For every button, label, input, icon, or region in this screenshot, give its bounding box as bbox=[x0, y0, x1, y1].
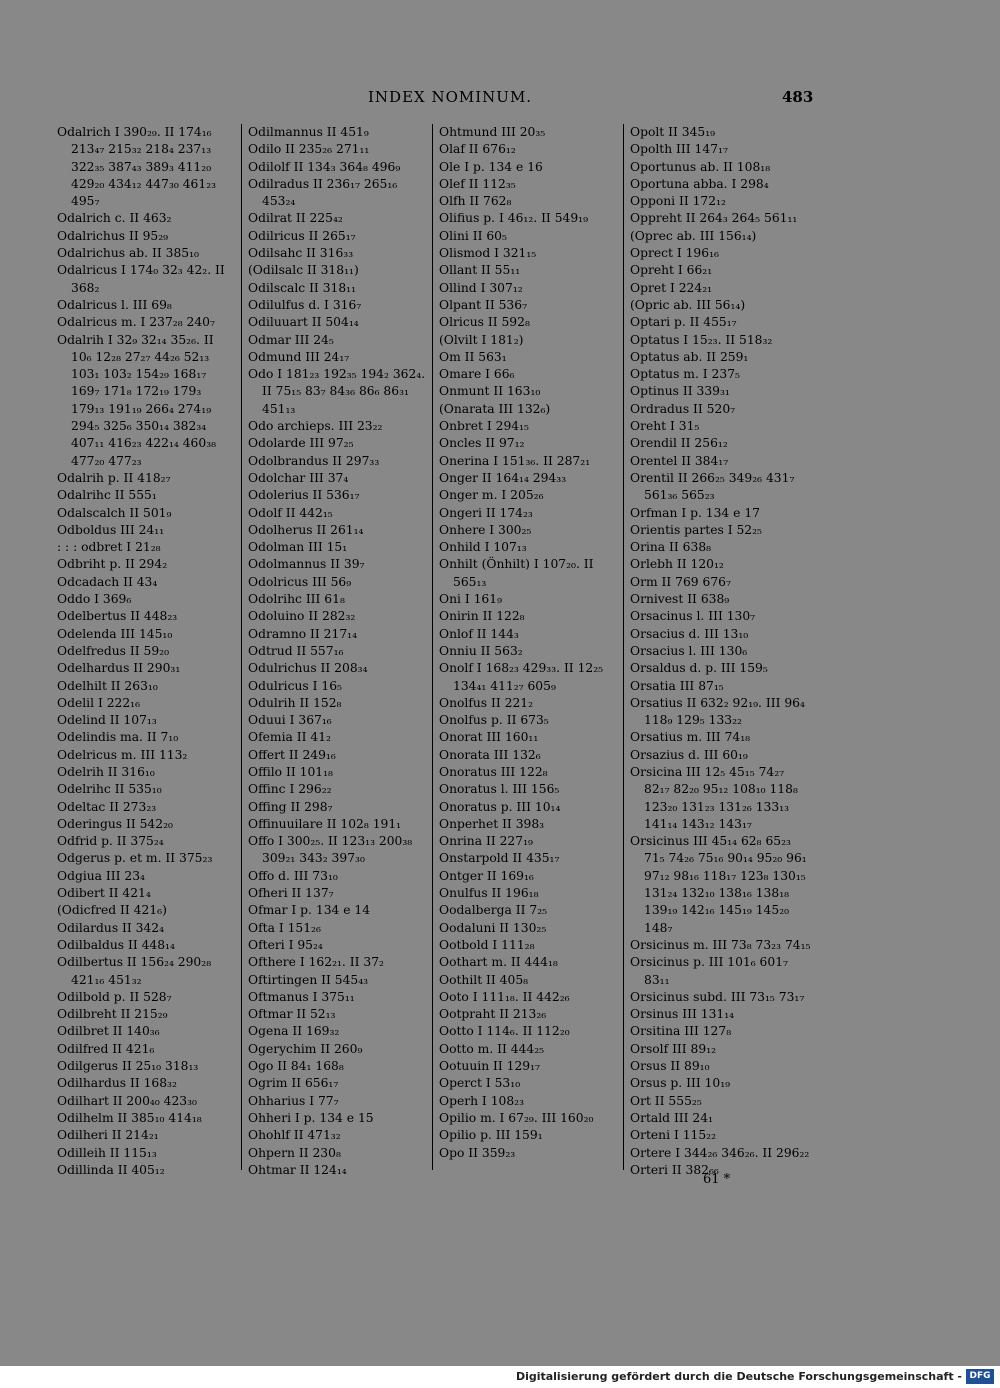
index-entry: Odilulfus d. I 316₇ bbox=[248, 297, 362, 312]
index-entry: Olpant II 536₇ bbox=[439, 297, 528, 312]
index-entry: Orsinus III 131₁₄ bbox=[630, 1007, 735, 1022]
index-entry: Opilio m. I 67₂₉. III 160₂₀ bbox=[439, 1110, 594, 1125]
page-header bbox=[0, 88, 1000, 110]
index-entry: Oderingus II 542₂₀ bbox=[57, 816, 173, 831]
index-entry: Odilheri II 214₂₁ bbox=[57, 1128, 159, 1143]
index-entry: Odilbold p. II 528₇ bbox=[57, 989, 172, 1004]
index-entry: Odramno II 217₁₄ bbox=[248, 626, 358, 641]
index-entry: Ogrim II 656₁₇ bbox=[248, 1076, 339, 1091]
index-entry: Odilmannus II 451₉ bbox=[248, 125, 369, 139]
index-entry: Odboldus III 24₁₁ bbox=[57, 522, 165, 537]
index-entry: Ohpern II 230₈ bbox=[248, 1145, 341, 1160]
index-entry: Onhilt (Önhilt) I 107₂₀. II 565₁₃ bbox=[439, 557, 594, 589]
index-entry: Orsicinus p. III 101₆ 601₇ 83₁₁ bbox=[630, 955, 788, 987]
index-entry: Odilhelm II 385₁₀ 414₁₈ bbox=[57, 1110, 202, 1125]
index-entry: Ongeri II 174₂₃ bbox=[439, 505, 533, 520]
index-entry: Optinus II 339₃₁ bbox=[630, 384, 730, 399]
index-entry: Odalricus m. I 237₂₈ 240₇ bbox=[57, 315, 215, 330]
index-entry: Oprect I 196₁₆ bbox=[630, 246, 719, 261]
index-entry: Orsicinus subd. III 73₁₅ 73₁₇ bbox=[630, 989, 805, 1004]
index-entry: Opolth III 147₁₇ bbox=[630, 142, 728, 157]
index-entry: Ollind I 307₁₂ bbox=[439, 280, 523, 295]
index-entry: Ootuuin II 129₁₇ bbox=[439, 1059, 540, 1074]
index-entry: Orsicina III 12₅ 45₁₅ 74₂₇ 82₁₇ 82₂₀ 95₁₂ 108₁₀ 118₈ 123₂₀ 131₂₃ 131₂₆ 133₁₃ 141₁₄ 143₁₂ 143₁₇ bbox=[630, 764, 798, 831]
index-entry: Odilardus II 342₄ bbox=[57, 920, 165, 935]
index-entry: Odgiua III 23₄ bbox=[57, 868, 145, 883]
index-entry: Onoratus l. III 156₅ bbox=[439, 782, 560, 797]
index-entry: Odbriht p. II 294₂ bbox=[57, 557, 168, 572]
index-entry: Odolrihc III 61₈ bbox=[248, 592, 345, 607]
index-entry: Odilhardus II 168₃₂ bbox=[57, 1076, 177, 1091]
index-entry: Opret I 224₂₁ bbox=[630, 280, 713, 295]
index-entry: Onolf I 168₂₃ 429₃₃. II 12₂₅ 134₄₁ 411₂₇ 605₉ bbox=[439, 661, 604, 693]
index-entry: Oothart m. II 444₁₈ bbox=[439, 955, 558, 970]
index-entry: (Odicfred II 421₆) bbox=[57, 903, 167, 918]
index-entry: Ogerychim II 260₉ bbox=[248, 1041, 363, 1056]
index-entry: (Oprec ab. III 156₁₄) bbox=[630, 228, 757, 243]
index-entry: Opreht I 66₂₁ bbox=[630, 263, 713, 278]
index-entry: Odeltac II 273₂₃ bbox=[57, 799, 157, 814]
index-entry: Odoluino II 282₃₂ bbox=[248, 609, 356, 624]
index-entry: Onperhet II 398₃ bbox=[439, 816, 545, 831]
index-entry: Ohharius I 77₇ bbox=[248, 1093, 339, 1108]
index-entry: Oncles II 97₁₂ bbox=[439, 436, 525, 451]
index-entry: Onulfus II 196₁₈ bbox=[439, 886, 539, 901]
index-entry: Operh I 108₂₃ bbox=[439, 1093, 525, 1108]
index-entry: Onger m. I 205₂₆ bbox=[439, 488, 544, 503]
index-entry: Odolarde III 97₂₅ bbox=[248, 436, 354, 451]
index-entry: Odilbaldus II 448₁₄ bbox=[57, 937, 175, 952]
index-entry: Onniu II 563₂ bbox=[439, 643, 523, 658]
index-entry: Orsicinus III 45₁₄ 62₈ 65₂₃ 71₅ 74₂₆ 75₁₆ 90₁₄ 95₂₀ 96₁ 97₁₂ 98₁₆ 118₁₇ 123₈ 130₁₅ 131₂₄ 132₁₀ 138₁₆ 138₁₈ 139₁₉ 142₁₆ 145₁₉ 145₂₀ 148₇ bbox=[630, 834, 807, 935]
index-entry: Odo I 181₂₃ 192₃₅ 194₂ 362₄. II 75₁₅ 83₇ 84₃₆ 86₆ 86₃₁ 451₁₃ bbox=[248, 367, 426, 416]
index-entry: Onger II 164₁₄ 294₃₃ bbox=[439, 470, 567, 485]
index-entry: Olismod I 321₁₅ bbox=[439, 246, 537, 261]
index-entry: Ogena II 169₃₂ bbox=[248, 1024, 340, 1039]
index-entry: Offo I 300₂₅. II 123₁₃ 200₃₈ 309₂₁ 343₂ 397₃₀ bbox=[248, 834, 413, 866]
index-entry: Olef II 112₃₅ bbox=[439, 176, 516, 191]
index-entry: Odolmannus II 39₇ bbox=[248, 557, 365, 572]
index-entry: Odilbreht II 215₂₉ bbox=[57, 1007, 168, 1022]
index-entry: Orsus p. III 10₁₉ bbox=[630, 1076, 731, 1091]
index-entry: Orm II 769 676₇ bbox=[630, 574, 731, 589]
index-entry: Odilbret II 140₃₆ bbox=[57, 1024, 160, 1039]
index-entry: Orentel II 384₁₇ bbox=[630, 453, 729, 468]
index-entry: Olaf II 676₁₂ bbox=[439, 142, 516, 157]
footer-bar bbox=[0, 1366, 1000, 1388]
index-entry: Offinc I 296₂₂ bbox=[248, 782, 332, 797]
index-entry: Oodaluni II 130₂₅ bbox=[439, 920, 547, 935]
index-entry: Ordradus II 520₇ bbox=[630, 401, 736, 416]
index-entry: Orsatius II 632₂ 92₁₉. III 96₄ 118₉ 129₅ 133₂₂ bbox=[630, 695, 805, 728]
index-entry: Odolf II 442₁₅ bbox=[248, 505, 333, 520]
index-entry: Odilolf II 134₃ 364₈ 496₉ bbox=[248, 159, 401, 174]
index-entry: Odulrih II 152₈ bbox=[248, 695, 342, 710]
index-entry: Oftirtingen II 545₄₃ bbox=[248, 972, 369, 987]
index-entry: Odolman III 15₁ bbox=[248, 540, 348, 555]
index-entry: Onorat III 160₁₁ bbox=[439, 730, 539, 745]
index-entry: Olini II 60₅ bbox=[439, 228, 507, 243]
footer-funding-text: Digitalisierung gefördert durch die Deutsche Forschungsgemeinschaft - bbox=[515, 1370, 962, 1383]
index-entry: (Odilsalc II 318₁₁) bbox=[248, 263, 359, 278]
index-entry: Odelenda III 145₁₀ bbox=[57, 626, 173, 641]
index-entry: Opilio p. III 159₁ bbox=[439, 1128, 543, 1143]
index-entry: Orfman I p. 134 e 17 bbox=[630, 505, 760, 520]
index-entry: Odalrich I 390₂₉. II 174₁₆ 213₄₇ 215₃₂ 218₄ 237₁₃ 322₃₅ 387₄₃ 389₃ 411₂₀ 429₂₀ 434₁₂ 447₃₀ 461₂₃ 495₇ bbox=[57, 125, 217, 209]
index-entry: : : : odbret I 21₂₈ bbox=[57, 540, 161, 555]
index-entry: Ole I p. 134 e 16 bbox=[439, 159, 543, 174]
index-entry: Optatus m. I 237₅ bbox=[630, 367, 740, 382]
index-entry: Onorata III 132₆ bbox=[439, 747, 541, 762]
index-entry: Ofta I 151₂₆ bbox=[248, 920, 321, 935]
index-entry: Oftmanus I 375₁₁ bbox=[248, 989, 355, 1004]
index-entry: Odalricus l. III 69₈ bbox=[57, 297, 172, 312]
index-entry: Orsitina III 127₈ bbox=[630, 1024, 732, 1039]
index-entry: Orteri II 382₆₆ bbox=[630, 1162, 719, 1177]
index-entry: Ootto m. II 444₂₅ bbox=[439, 1041, 545, 1056]
index-entry: Odelbertus II 448₂₃ bbox=[57, 609, 178, 624]
index-entry: Onrina II 227₁₉ bbox=[439, 834, 533, 849]
index-entry: Odelrihc II 535₁₀ bbox=[57, 782, 162, 797]
index-entry: Oreht I 31₅ bbox=[630, 419, 700, 434]
index-entry: Odcadach II 43₄ bbox=[57, 574, 158, 589]
index-entry: Oddo I 369₆ bbox=[57, 592, 132, 607]
index-entry: (Opric ab. III 56₁₄) bbox=[630, 297, 746, 312]
index-entry: Orina II 638₈ bbox=[630, 540, 712, 555]
index-entry: Odilradus II 236₁₇ 265₁₆ 453₂₄ bbox=[248, 176, 398, 209]
index-entry: Odilfred II 421₆ bbox=[57, 1041, 155, 1056]
index-entry: Ohohlf II 471₃₂ bbox=[248, 1128, 341, 1143]
index-entry: Ontger II 169₁₆ bbox=[439, 868, 534, 883]
index-entry: Odilgerus II 25₁₀ 318₁₃ bbox=[57, 1059, 199, 1074]
index-entry: Odilbertus II 156₂₄ 290₂₈ 421₁₆ 451₃₂ bbox=[57, 955, 212, 987]
index-entry: Optari p. II 455₁₇ bbox=[630, 315, 737, 330]
index-entry: Onstarpold II 435₁₇ bbox=[439, 851, 560, 866]
index-entry: Offo d. III 73₁₀ bbox=[248, 868, 338, 883]
index-entry: Odillinda II 405₁₂ bbox=[57, 1162, 165, 1177]
index-entry: Odalrihc II 555₁ bbox=[57, 488, 157, 503]
index-entry: Ollant II 55₁₁ bbox=[439, 263, 521, 278]
index-entry: Odmar III 24₅ bbox=[248, 332, 334, 347]
index-entry: Orendil II 256₁₂ bbox=[630, 436, 728, 451]
index-entry: Odelricus m. III 113₂ bbox=[57, 747, 188, 762]
index-entry: Odulricus I 16₅ bbox=[248, 678, 342, 693]
index-entry: Orsacius l. III 130₆ bbox=[630, 643, 748, 658]
index-column-2 bbox=[248, 124, 428, 1179]
index-entry: Odilsahc II 316₃₃ bbox=[248, 246, 354, 261]
index-entry: Odiluuart II 504₁₄ bbox=[248, 315, 359, 330]
index-entry: Odilleih II 115₁₃ bbox=[57, 1145, 157, 1160]
index-entry: Odelrih II 316₁₀ bbox=[57, 764, 155, 779]
index-entry: Odolherus II 261₁₄ bbox=[248, 522, 364, 537]
index-entry: Onlof II 144₃ bbox=[439, 626, 519, 641]
index-entry: Oothilt II 405₈ bbox=[439, 972, 529, 987]
index-entry: Olfh II 762₈ bbox=[439, 194, 512, 209]
running-title: INDEX NOMINUM. bbox=[368, 88, 533, 106]
index-entry: Ortald III 24₁ bbox=[630, 1110, 714, 1125]
index-entry: Ohtmund III 20₃₅ bbox=[439, 125, 546, 139]
index-entry: Odalrih I 32₉ 32₁₄ 35₂₆. II 10₆ 12₂₈ 27₂₇ 44₂₆ 52₁₃ 103₁ 103₂ 154₂₉ 168₁₇ 169₇ 171₈ 172₁₉ 179₃ 179₁₃ 191₁₉ 266₄ 274₁₉ 294₅ 325₆ 350₁₄ 382₃₄ 407₁₁ 416₂₃ 422₁₄ 460₃₈ 477₂₀ 477₂₃ bbox=[57, 332, 217, 468]
index-entry: Odelind II 107₁₃ bbox=[57, 713, 157, 728]
index-entry: Odmund III 24₁₇ bbox=[248, 349, 350, 364]
index-entry: Odelhilt II 263₁₀ bbox=[57, 678, 158, 693]
index-column-3 bbox=[439, 124, 617, 1162]
page-number: 483 bbox=[782, 88, 814, 106]
dfg-logo[interactable]: DFG bbox=[966, 1369, 994, 1384]
index-entry: Oportunus ab. II 108₁₈ bbox=[630, 159, 771, 174]
index-entry: Onoratus III 122₈ bbox=[439, 764, 548, 779]
index-entry: Oodalberga II 7₂₅ bbox=[439, 903, 548, 918]
index-entry: Odelil I 222₁₆ bbox=[57, 695, 141, 710]
index-entry: Ohtmar II 124₁₄ bbox=[248, 1162, 347, 1177]
index-entry: Ootto I 114₆. II 112₂₀ bbox=[439, 1024, 570, 1039]
index-entry: Onoratus p. III 10₁₄ bbox=[439, 799, 561, 814]
index-entry: Offing II 298₇ bbox=[248, 799, 333, 814]
index-entry: Olricus II 592₈ bbox=[439, 315, 530, 330]
index-entry: Ofemia II 41₂ bbox=[248, 730, 331, 745]
index-entry: Onirin II 122₈ bbox=[439, 609, 525, 624]
index-entry: Om II 563₁ bbox=[439, 349, 507, 364]
column-rule bbox=[241, 124, 242, 1170]
index-entry: Odolchar III 37₄ bbox=[248, 470, 349, 485]
index-entry: Ortere I 344₂₆ 346₂₆. II 296₂₂ bbox=[630, 1145, 810, 1160]
index-entry: Orsolf III 89₁₂ bbox=[630, 1041, 717, 1056]
index-entry: Odtrud II 557₁₆ bbox=[248, 643, 344, 658]
index-entry: Onhild I 107₁₃ bbox=[439, 540, 527, 555]
index-entry: Odelindis ma. II 7₁₀ bbox=[57, 730, 179, 745]
index-column-1 bbox=[57, 124, 237, 1179]
index-entry: Onhere I 300₂₅ bbox=[439, 522, 532, 537]
index-entry: (Onarata III 132₆) bbox=[439, 401, 551, 416]
index-entry: Opo II 359₂₃ bbox=[439, 1145, 516, 1160]
index-entry: Ohheri I p. 134 e 15 bbox=[248, 1110, 374, 1125]
index-entry: Odolbrandus II 297₃₃ bbox=[248, 453, 380, 468]
index-entry: Ort II 555₂₅ bbox=[630, 1093, 702, 1108]
index-entry: Orsatia III 87₁₅ bbox=[630, 678, 724, 693]
index-entry: Odfrid p. II 375₂₄ bbox=[57, 834, 164, 849]
index-entry: Orsacius d. III 13₁₀ bbox=[630, 626, 749, 641]
column-rule bbox=[432, 124, 433, 1170]
index-entry: Orentil II 266₂₅ 349₂₆ 431₇ 561₃₆ 565₂₃ bbox=[630, 470, 795, 503]
index-entry: Orsus II 89₁₀ bbox=[630, 1059, 710, 1074]
index-entry: Ofheri II 137₇ bbox=[248, 886, 334, 901]
index-entry: Operct I 53₁₀ bbox=[439, 1076, 521, 1091]
index-entry: Ootpraht II 213₂₆ bbox=[439, 1007, 547, 1022]
index-entry: Onbret I 294₁₅ bbox=[439, 419, 529, 434]
index-entry: Ofthere I 162₂₁. II 37₂ bbox=[248, 955, 384, 970]
index-entry: Odelhardus II 290₃₁ bbox=[57, 661, 181, 676]
index-entry: Orientis partes I 52₂₅ bbox=[630, 522, 762, 537]
index-entry: Odilhart II 200₄₀ 423₃₀ bbox=[57, 1093, 197, 1108]
index-entry: Odgerus p. et m. II 375₂₃ bbox=[57, 851, 213, 866]
index-entry: Orsazius d. III 60₁₉ bbox=[630, 747, 748, 762]
index-entry: Ornivest II 638₉ bbox=[630, 592, 730, 607]
index-entry: Odalricus I 174₀ 32₃ 42₂. II 368₂ bbox=[57, 263, 225, 295]
index-entry: Offert II 249₁₆ bbox=[248, 747, 336, 762]
index-entry: Oftmar II 52₁₃ bbox=[248, 1007, 336, 1022]
index-entry: Opponi II 172₁₂ bbox=[630, 194, 726, 209]
index-entry: Onerina I 151₃₆. II 287₂₁ bbox=[439, 453, 591, 468]
index-entry: Odibert II 421₄ bbox=[57, 886, 151, 901]
index-entry: Orsatius m. III 74₁₈ bbox=[630, 730, 751, 745]
index-entry: Omare I 66₆ bbox=[439, 367, 515, 382]
index-entry: Odulrichus II 208₃₄ bbox=[248, 661, 368, 676]
index-entry: Odilscalc II 318₁₁ bbox=[248, 280, 357, 295]
index-entry: Onmunt II 163₁₀ bbox=[439, 384, 541, 399]
index-entry: Odilrat II 225₄₂ bbox=[248, 211, 343, 226]
index-entry: Oportuna abba. I 298₄ bbox=[630, 176, 769, 191]
index-entry: (Olvilt I 181₂) bbox=[439, 332, 524, 347]
index-entry: Ofteri I 95₂₄ bbox=[248, 937, 323, 952]
index-entry: Odilo II 235₂₆ 271₁₁ bbox=[248, 142, 370, 157]
index-entry: Optatus ab. II 259₁ bbox=[630, 349, 749, 364]
index-entry: Orsaldus d. p. III 159₅ bbox=[630, 661, 768, 676]
index-entry: Offinuuilare II 102₈ 191₁ bbox=[248, 816, 402, 831]
index-entry: Orteni I 115₂₂ bbox=[630, 1128, 717, 1143]
index-entry: Odolricus III 56₉ bbox=[248, 574, 352, 589]
index-entry: Opolt II 345₁₉ bbox=[630, 125, 716, 139]
index-entry: Onolfus p. II 673₅ bbox=[439, 713, 549, 728]
index-entry: Odalrichus II 95₂₉ bbox=[57, 228, 169, 243]
index-entry: Oppreht II 264₃ 264₅ 561₁₁ bbox=[630, 211, 798, 226]
index-entry: Ofmar I p. 134 e 14 bbox=[248, 903, 371, 918]
index-entry: Odalscalch II 501₉ bbox=[57, 505, 172, 520]
index-entry: Odo archieps. III 23₂₂ bbox=[248, 419, 383, 434]
index-entry: Orsacinus l. III 130₇ bbox=[630, 609, 756, 624]
sheet-signature: 61 * bbox=[703, 1172, 731, 1187]
index-column-4 bbox=[630, 124, 812, 1179]
index-entry: Onolfus II 221₂ bbox=[439, 695, 534, 710]
index-entry: Ootbold I 111₂₈ bbox=[439, 937, 535, 952]
index-entry: Olifius p. I 46₁₂. II 549₁₉ bbox=[439, 211, 589, 226]
index-entry: Oduui I 367₁₆ bbox=[248, 713, 332, 728]
index-entry: Ogo II 84₁ 168₈ bbox=[248, 1059, 344, 1074]
index-entry: Oni I 161₉ bbox=[439, 592, 503, 607]
index-entry: Odelfredus II 59₂₀ bbox=[57, 643, 170, 658]
index-entry: Optatus I 15₂₃. II 518₃₂ bbox=[630, 332, 773, 347]
index-entry: Odolerius II 536₁₇ bbox=[248, 488, 360, 503]
index-entry: Odalrichus ab. II 385₁₀ bbox=[57, 246, 199, 261]
index-entry: Odilricus II 265₁₇ bbox=[248, 228, 356, 243]
index-entry: Orsicinus m. III 73₈ 73₂₃ 74₁₅ bbox=[630, 937, 811, 952]
index-entry: Offilo II 101₁₈ bbox=[248, 764, 333, 779]
index-entry: Orlebh II 120₁₂ bbox=[630, 557, 724, 572]
index-entry: Odalrich c. II 463₂ bbox=[57, 211, 172, 226]
index-entry: Odalrih p. II 418₂₇ bbox=[57, 470, 171, 485]
index-entry: Ooto I 111₁₈. II 442₂₆ bbox=[439, 989, 570, 1004]
column-rule bbox=[623, 124, 624, 1170]
